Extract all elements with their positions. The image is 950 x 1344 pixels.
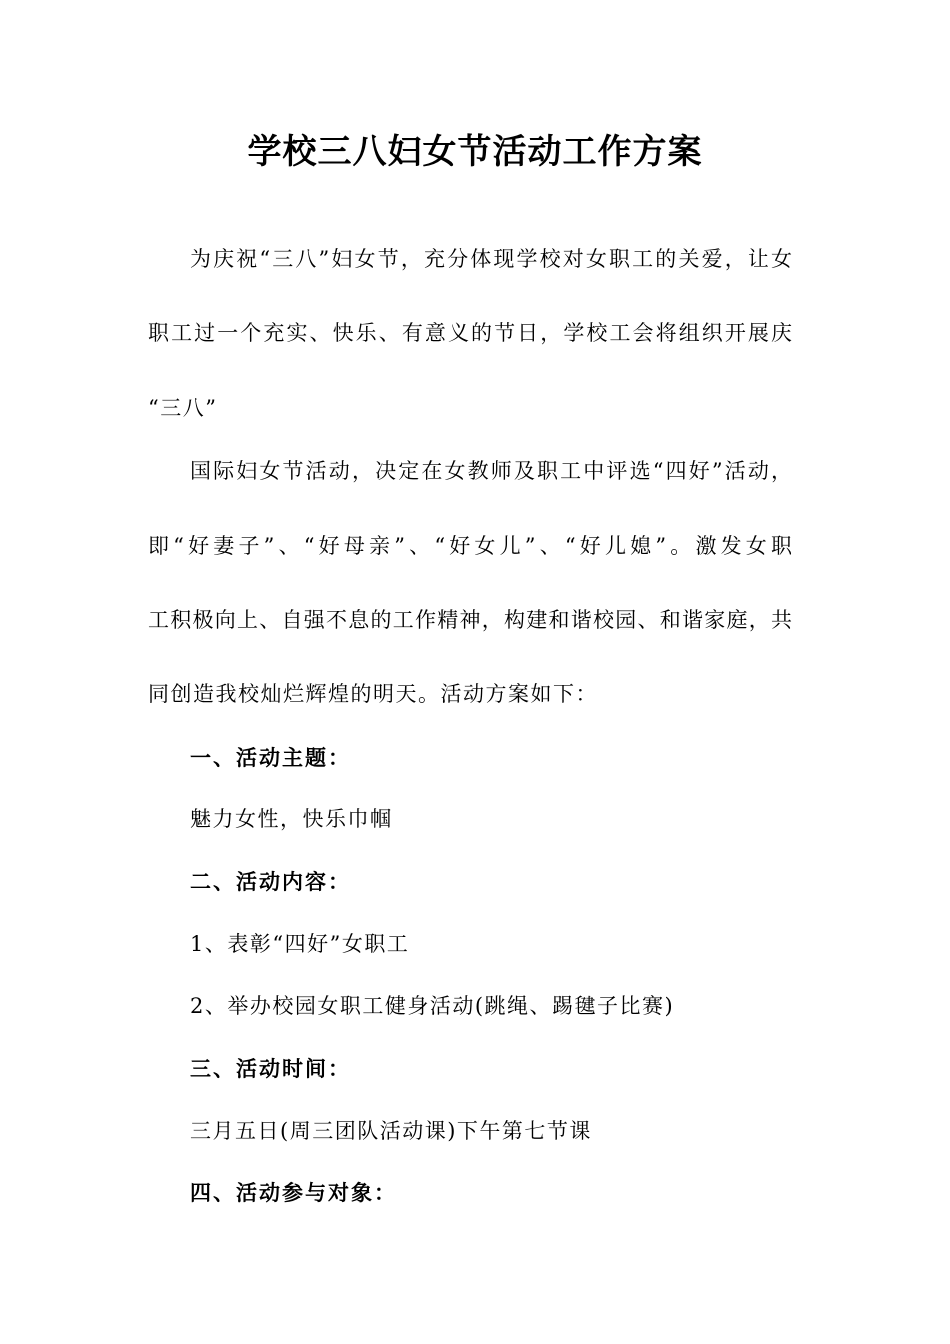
section-item-content-1: 1、表彰“四好”女职工 (190, 932, 410, 956)
intro-line-3: “三八” (148, 396, 218, 420)
intro-line-6: 工积极向上、自强不息的工作精神，构建和谐校园、和谐家庭，共 (148, 608, 792, 632)
section-heading-time: 三、活动时间： (190, 1057, 351, 1081)
section-item-content-2: 2、举办校园女职工健身活动(跳绳、踢毽子比赛) (190, 994, 675, 1018)
section-item-theme: 魅力女性，快乐巾帼 (190, 807, 393, 831)
intro-line-7: 同创造我校灿烂辉煌的明天。活动方案如下： (148, 682, 598, 706)
document-title: 学校三八妇女节活动工作方案 (247, 132, 703, 172)
section-heading-participants: 四、活动参与对象： (190, 1181, 397, 1205)
intro-line-2: 职工过一个充实、快乐、有意义的节日，学校工会将组织开展庆 (148, 321, 792, 345)
section-item-time: 三月五日(周三团队活动课)下午第七节课 (190, 1119, 592, 1143)
intro-line-4: 国际妇女节活动，决定在女教师及职工中评选“四好”活动， (190, 459, 792, 483)
section-heading-content: 二、活动内容： (190, 870, 351, 894)
intro-line-5: 即“好妻子”、“好母亲”、“好女儿”、“好儿媳”。激发女职 (148, 534, 792, 558)
section-heading-theme: 一、活动主题： (190, 746, 351, 770)
intro-line-1: 为庆祝“三八”妇女节，充分体现学校对女职工的关爱，让女 (190, 247, 792, 271)
